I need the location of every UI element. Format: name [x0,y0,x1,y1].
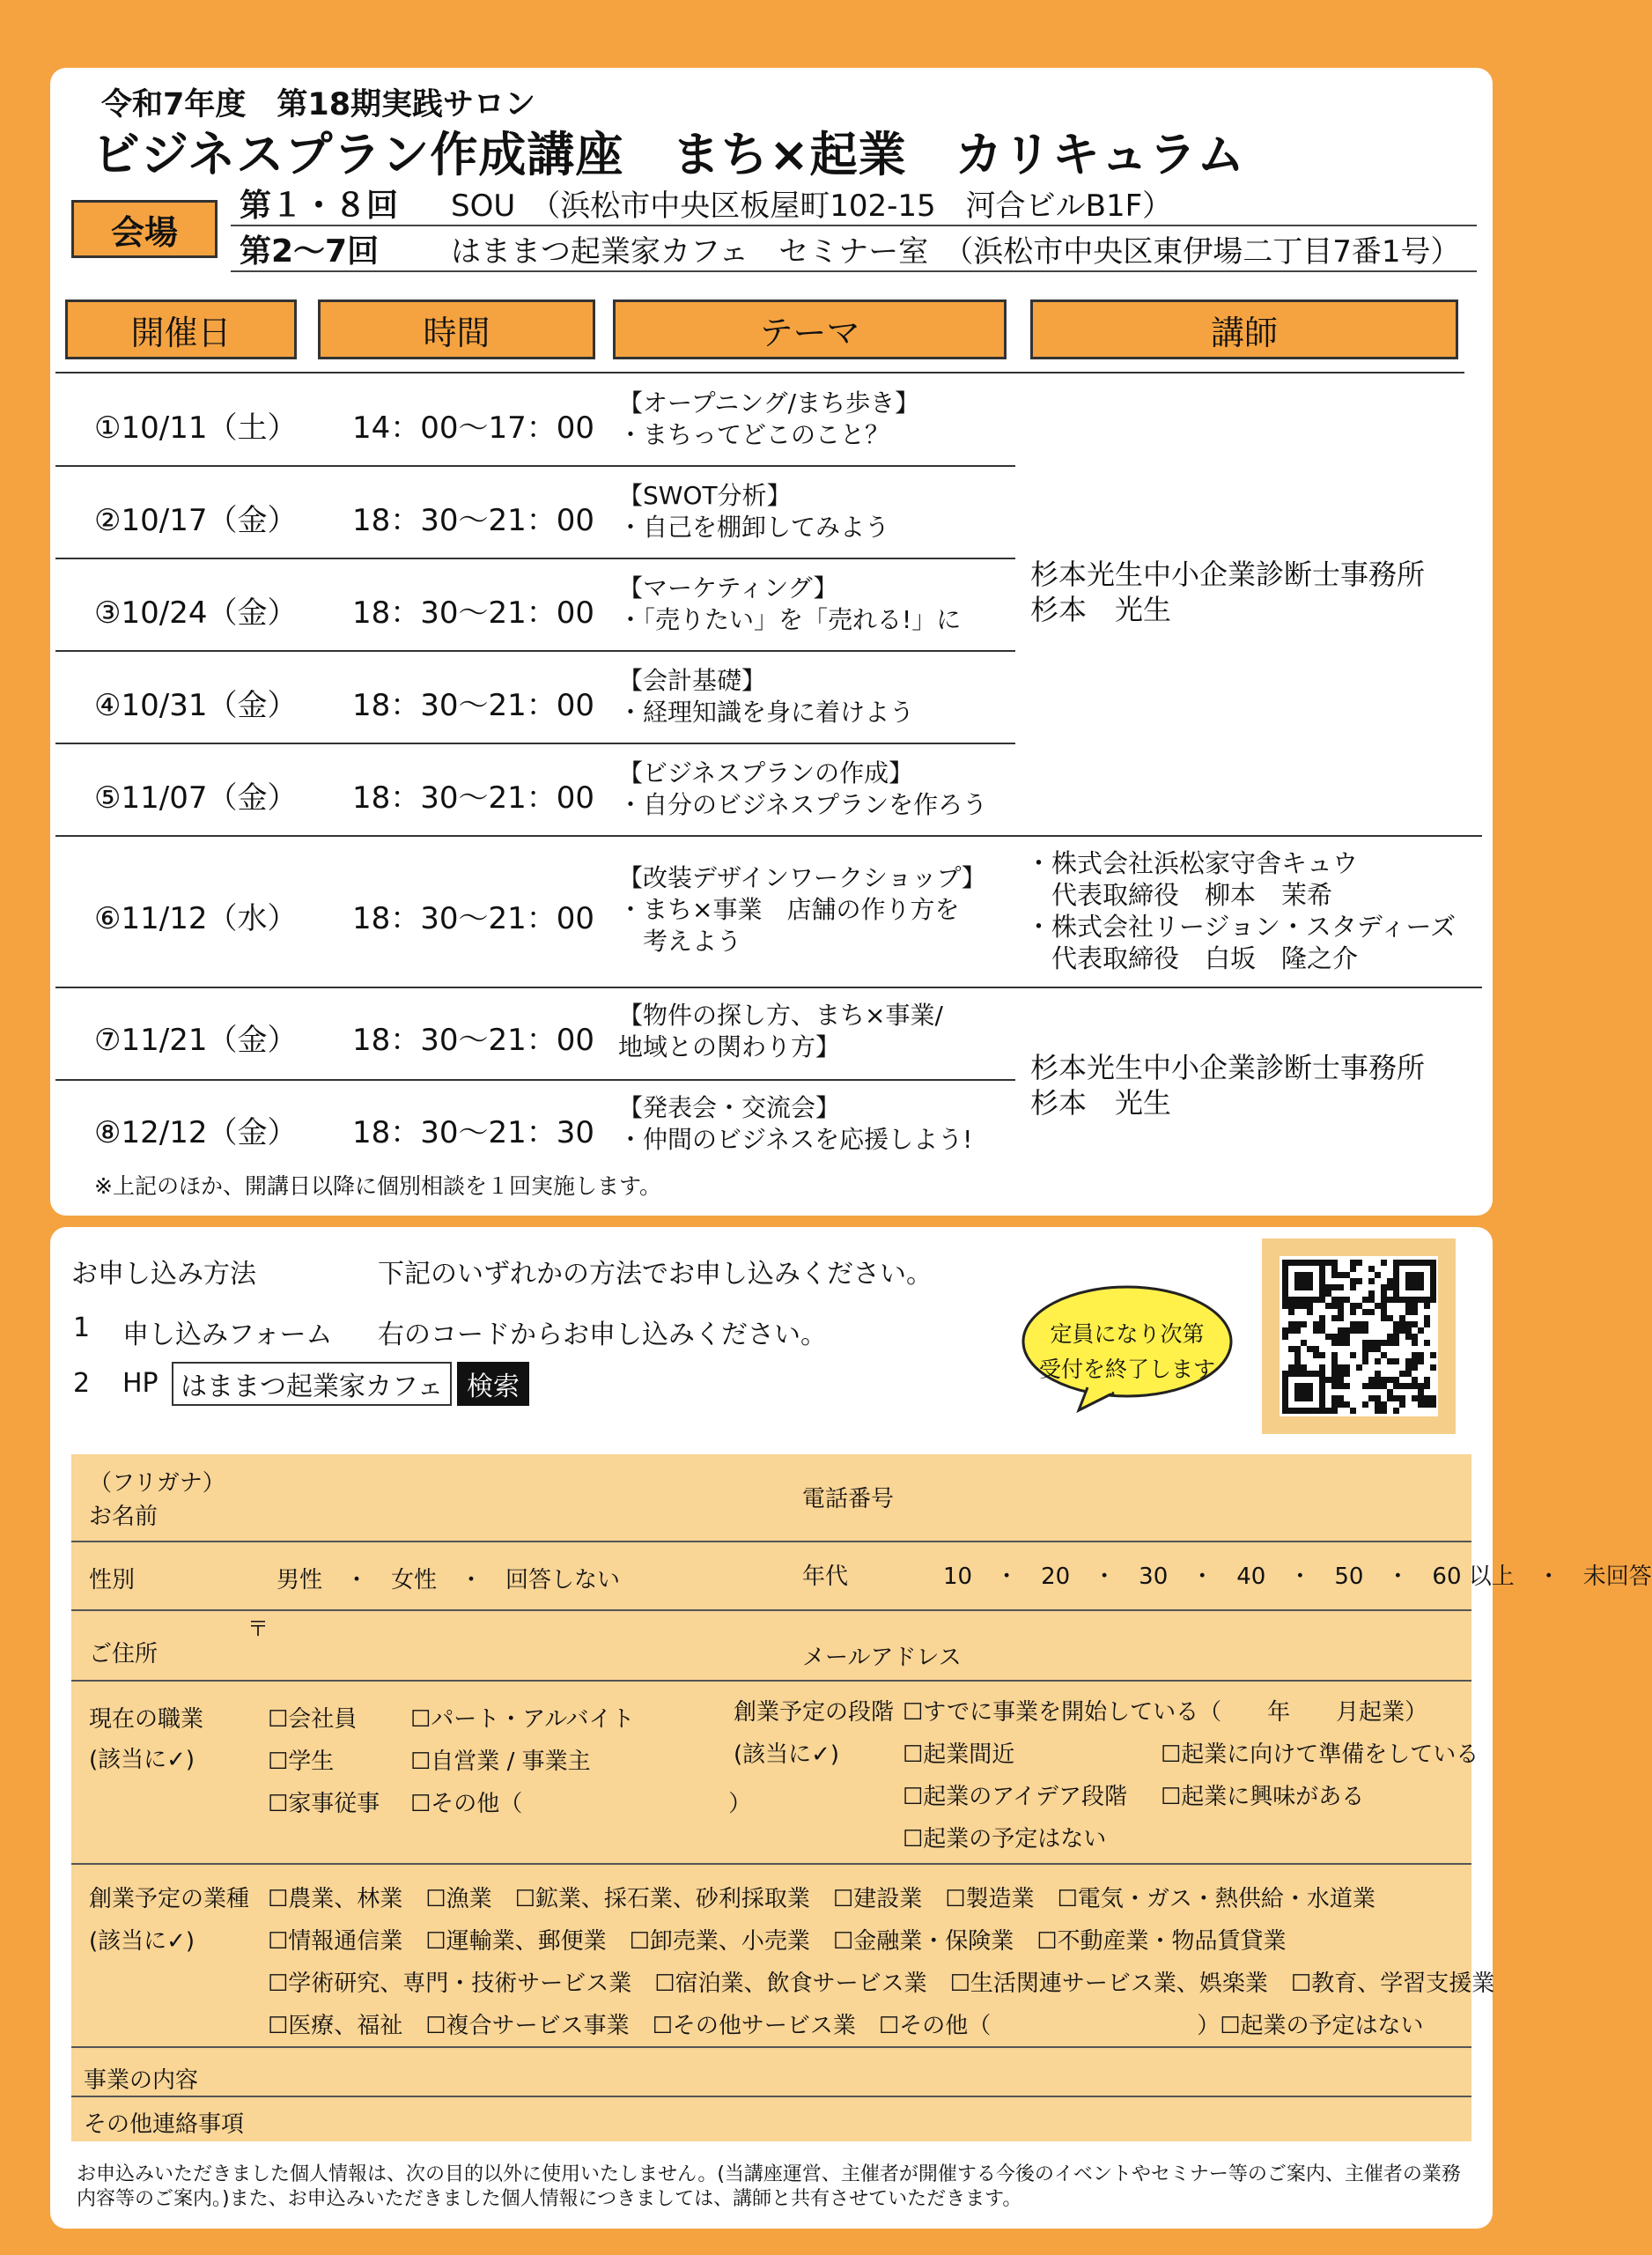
session-time: 18：30～21：00 [352,901,595,936]
method-1-number: 1 [73,1312,91,1343]
session-theme-line: 【物件の探し方、まち×事業/ [618,1000,943,1030]
stage-option-preparing[interactable]: ☐起業に向けて準備をしている [1161,1741,1479,1768]
table-divider [55,650,1015,652]
industry-options-line[interactable]: ☐農業、林業 ☐漁業 ☐鉱業、採石業、砂利採取業 ☐建設業 ☐製造業 ☐電気・ガス・熱供給・水道業 [268,1886,1375,1912]
session-date: ⑧12/12（金） [94,1114,298,1150]
instructor-name: 杉本 光生 [1030,1086,1172,1120]
address-label: ご住所 [89,1641,159,1667]
stage-option-near[interactable]: ☐起業間近 [903,1741,1015,1768]
table-divider [55,987,1482,988]
session-theme-line: 【マーケティング】 [618,573,838,603]
session-theme-line: ・仲間のビジネスを応援しよう! [618,1124,973,1154]
session-theme-line: ・まち×事業 店舗の作り方を [618,895,960,924]
bubble-line-2: 受付を終了します [1038,1357,1215,1382]
instructor-office: 杉本光生中小企業診断士事務所 [1030,558,1426,591]
form-divider [71,1609,1471,1611]
session-date: ②10/17（金） [94,502,298,538]
session-theme [618,758,987,821]
name-label: お名前 [89,1504,159,1530]
job-label: 現在の職業 [89,1706,204,1733]
industry-label: 創業予定の業種 [89,1886,250,1912]
session-theme-line: 【発表会・交流会】 [618,1092,841,1122]
job-option-student[interactable]: ☐学生 [268,1749,335,1775]
session-time: 18：30～21：00 [352,502,595,538]
method-2-number: 2 [73,1368,91,1399]
session-theme-line: ・まちってどこのこと？ [618,419,890,449]
form-divider [71,2046,1471,2048]
session-theme-line: ・自分のビジネスプランを作ろう [618,789,988,819]
job-option-company[interactable]: ☐会社員 [268,1706,358,1733]
instructor-line: 代表取締役 柳本 茉希 [1026,880,1333,910]
venue-row-label: 第１・８回 [240,188,399,224]
industry-options-line[interactable]: ☐情報通信業 ☐運輸業、郵便業 ☐卸売業、小売業 ☐金融業・保険業 ☐不動産業・物品賃貸業 [268,1928,1287,1955]
session-time: 18：30～21：00 [352,687,595,723]
table-divider [55,1079,1015,1081]
method-2-label: HP [122,1368,159,1399]
job-option-self-employed[interactable]: ☐自営業 / 事業主 [410,1749,591,1775]
session-date: ③10/24（金） [94,595,298,631]
form-divider [71,1863,1471,1865]
instructor-line: ・株式会社リージョン・スタディーズ [1026,912,1457,942]
table-divider [55,465,1015,467]
form-divider [71,1680,1471,1682]
session-time: 18：30～21：00 [352,1022,595,1058]
session-theme-line: 【SWOT分析】 [618,480,792,510]
column-header-date: 開催日 [65,299,297,359]
venue-row-2 [240,226,1461,271]
instructor-group-2 [1026,847,1456,974]
apply-description: 下記のいずれかの方法でお申し込みください。 [378,1259,933,1290]
email-label: メールアドレス [802,1645,962,1671]
page-title: ビジネスプラン作成講座 まち×起業 カリキュラム [92,127,1246,182]
column-header-time: 時間 [318,299,595,359]
gender-label: 性別 [89,1567,136,1593]
session-theme [618,862,986,957]
session-date: ⑦11/21（金） [94,1022,298,1058]
qr-code-icon[interactable] [1280,1256,1438,1416]
search-button[interactable]: 検索 [457,1362,529,1406]
stage-option-none[interactable]: ☐起業の予定はない [903,1826,1107,1852]
form-divider [71,2096,1471,2097]
session-time: 18：30～21：00 [352,595,595,631]
stage-option-interested[interactable]: ☐起業に興味がある [1161,1784,1365,1810]
header-subtitle: 令和7年度 第18期実践サロン [101,87,536,122]
venue-row-text: SOU （浜松市中央区板屋町102-15 河合ビルB1F） [451,189,1173,224]
industry-options-line[interactable]: ☐学術研究、専門・技術サービス業 ☐宿泊業、飲食サービス業 ☐生活関連サービス業、娯楽業 ☐教育、学習支援業 [268,1970,1495,1997]
session-theme [618,1000,943,1063]
schedule-note: ※上記のほか、開講日以降に個別相談を１回実施します。 [94,1173,661,1199]
other-contact-label: その他連絡事項 [84,2111,245,2138]
stage-note: (該当に✓) [734,1741,840,1768]
table-divider [55,743,1015,744]
form-divider [71,1541,1471,1542]
privacy-notice: お申込みいただきました個人情報は、次の目的以外に使用いたしません。(当講座運営、主催者が開催する今後のイベントやセミナー等のご案内、主催者の業務内容等のご案内。)また、お申込みいただきました個人情報につきましては、講師と共有させていただきます。 [77,2163,1461,2210]
qr-code-frame [1262,1238,1456,1434]
session-theme [618,573,961,636]
session-theme-line: 地域との関わり方】 [618,1031,841,1061]
job-option-household[interactable]: ☐家事従事 [268,1791,380,1817]
session-time: 18：30～21：30 [352,1114,595,1150]
job-option-parttime[interactable]: ☐パート・アルバイト [410,1706,635,1733]
session-theme-line: 考えよう [618,927,742,956]
session-date: ⑥11/12（水） [94,901,298,936]
capacity-bubble [1017,1280,1237,1412]
method-1-description: 右のコードからお申し込みください。 [378,1320,827,1350]
search-input[interactable]: はままつ起業家カフェ [172,1362,452,1406]
instructor-office: 杉本光生中小企業診断士事務所 [1030,1051,1426,1084]
session-theme [618,480,889,543]
session-theme [618,665,914,728]
instructor-line: 代表取締役 白坂 隆之介 [1026,943,1359,973]
phone-label: 電話番号 [802,1486,895,1512]
instructor-group-1 [1030,557,1425,627]
session-theme-line: 【改装デザインワークショップ】 [618,863,986,892]
stage-option-idea[interactable]: ☐起業のアイデア段階 [903,1784,1127,1810]
session-theme [618,1092,972,1156]
session-theme-line: 【会計基礎】 [618,665,767,695]
venue-divider [231,270,1477,272]
curriculum-panel [50,68,1493,1216]
bubble-line-1: 定員になり次第 [1050,1321,1205,1347]
method-1-label: 申し込みフォーム [122,1320,333,1350]
business-content-label: 事業の内容 [84,2067,199,2094]
instructor-group-3 [1030,1050,1425,1120]
table-divider [55,835,1482,837]
session-theme [618,388,919,451]
session-theme-line: 【オープニング/まち歩き】 [618,388,920,418]
job-option-other[interactable]: ☐その他（ ） [410,1791,752,1817]
venue-badge: 会場 [71,200,218,258]
age-label: 年代 [802,1564,849,1590]
gender-options[interactable]: 男性 ・ 女性 ・ 回答しない [277,1567,621,1593]
venue-row-1 [240,181,1172,226]
session-time: 14：00～17：00 [352,410,595,446]
apply-title: お申し込み方法 [71,1259,256,1290]
venue-row-label: 第2～7回 [240,233,380,270]
postal-mark: 〒 [247,1616,269,1641]
session-theme-line: ・「売りたい」を「売れる!」に [618,604,962,634]
session-date: ①10/11（土） [94,410,298,446]
stage-label: 創業予定の段階 [734,1699,895,1726]
job-note: (該当に✓) [89,1747,195,1773]
stage-option-started[interactable]: ☐すでに事業を開始している（ 年 月起業） [903,1699,1428,1726]
session-theme-line: ・自己を棚卸してみよう [618,512,890,542]
session-theme-line: ・経理知識を身に着けよう [618,697,915,727]
instructor-name: 杉本 光生 [1030,593,1172,626]
furigana-label: （フリガナ） [89,1470,225,1497]
session-date: ④10/31（金） [94,687,298,723]
application-panel [50,1227,1652,2229]
column-header-instructor: 講師 [1030,299,1458,359]
session-time: 18：30～21：00 [352,780,595,816]
industry-options-line[interactable]: ☐医療、福祉 ☐複合サービス事業 ☐その他サービス業 ☐その他（ ）☐起業の予定はない [268,2013,1424,2039]
venue-row-text: はままつ起業家カフェ セミナー室 （浜松市中央区東伊場二丁目7番1号） [451,234,1461,270]
instructor-line: ・株式会社浜松家守舎キュウ [1026,848,1359,878]
industry-note: (該当に✓) [89,1928,195,1955]
session-date: ⑤11/07（金） [94,780,298,816]
session-theme-line: 【ビジネスプランの作成】 [618,758,914,787]
table-divider [55,558,1015,559]
column-header-theme: テーマ [613,299,1007,359]
application-form [71,1454,1652,2141]
table-divider [55,372,1464,373]
age-options[interactable]: 10 ・ 20 ・ 30 ・ 40 ・ 50 ・ 60 以上 ・ 未回答 [943,1564,1652,1590]
